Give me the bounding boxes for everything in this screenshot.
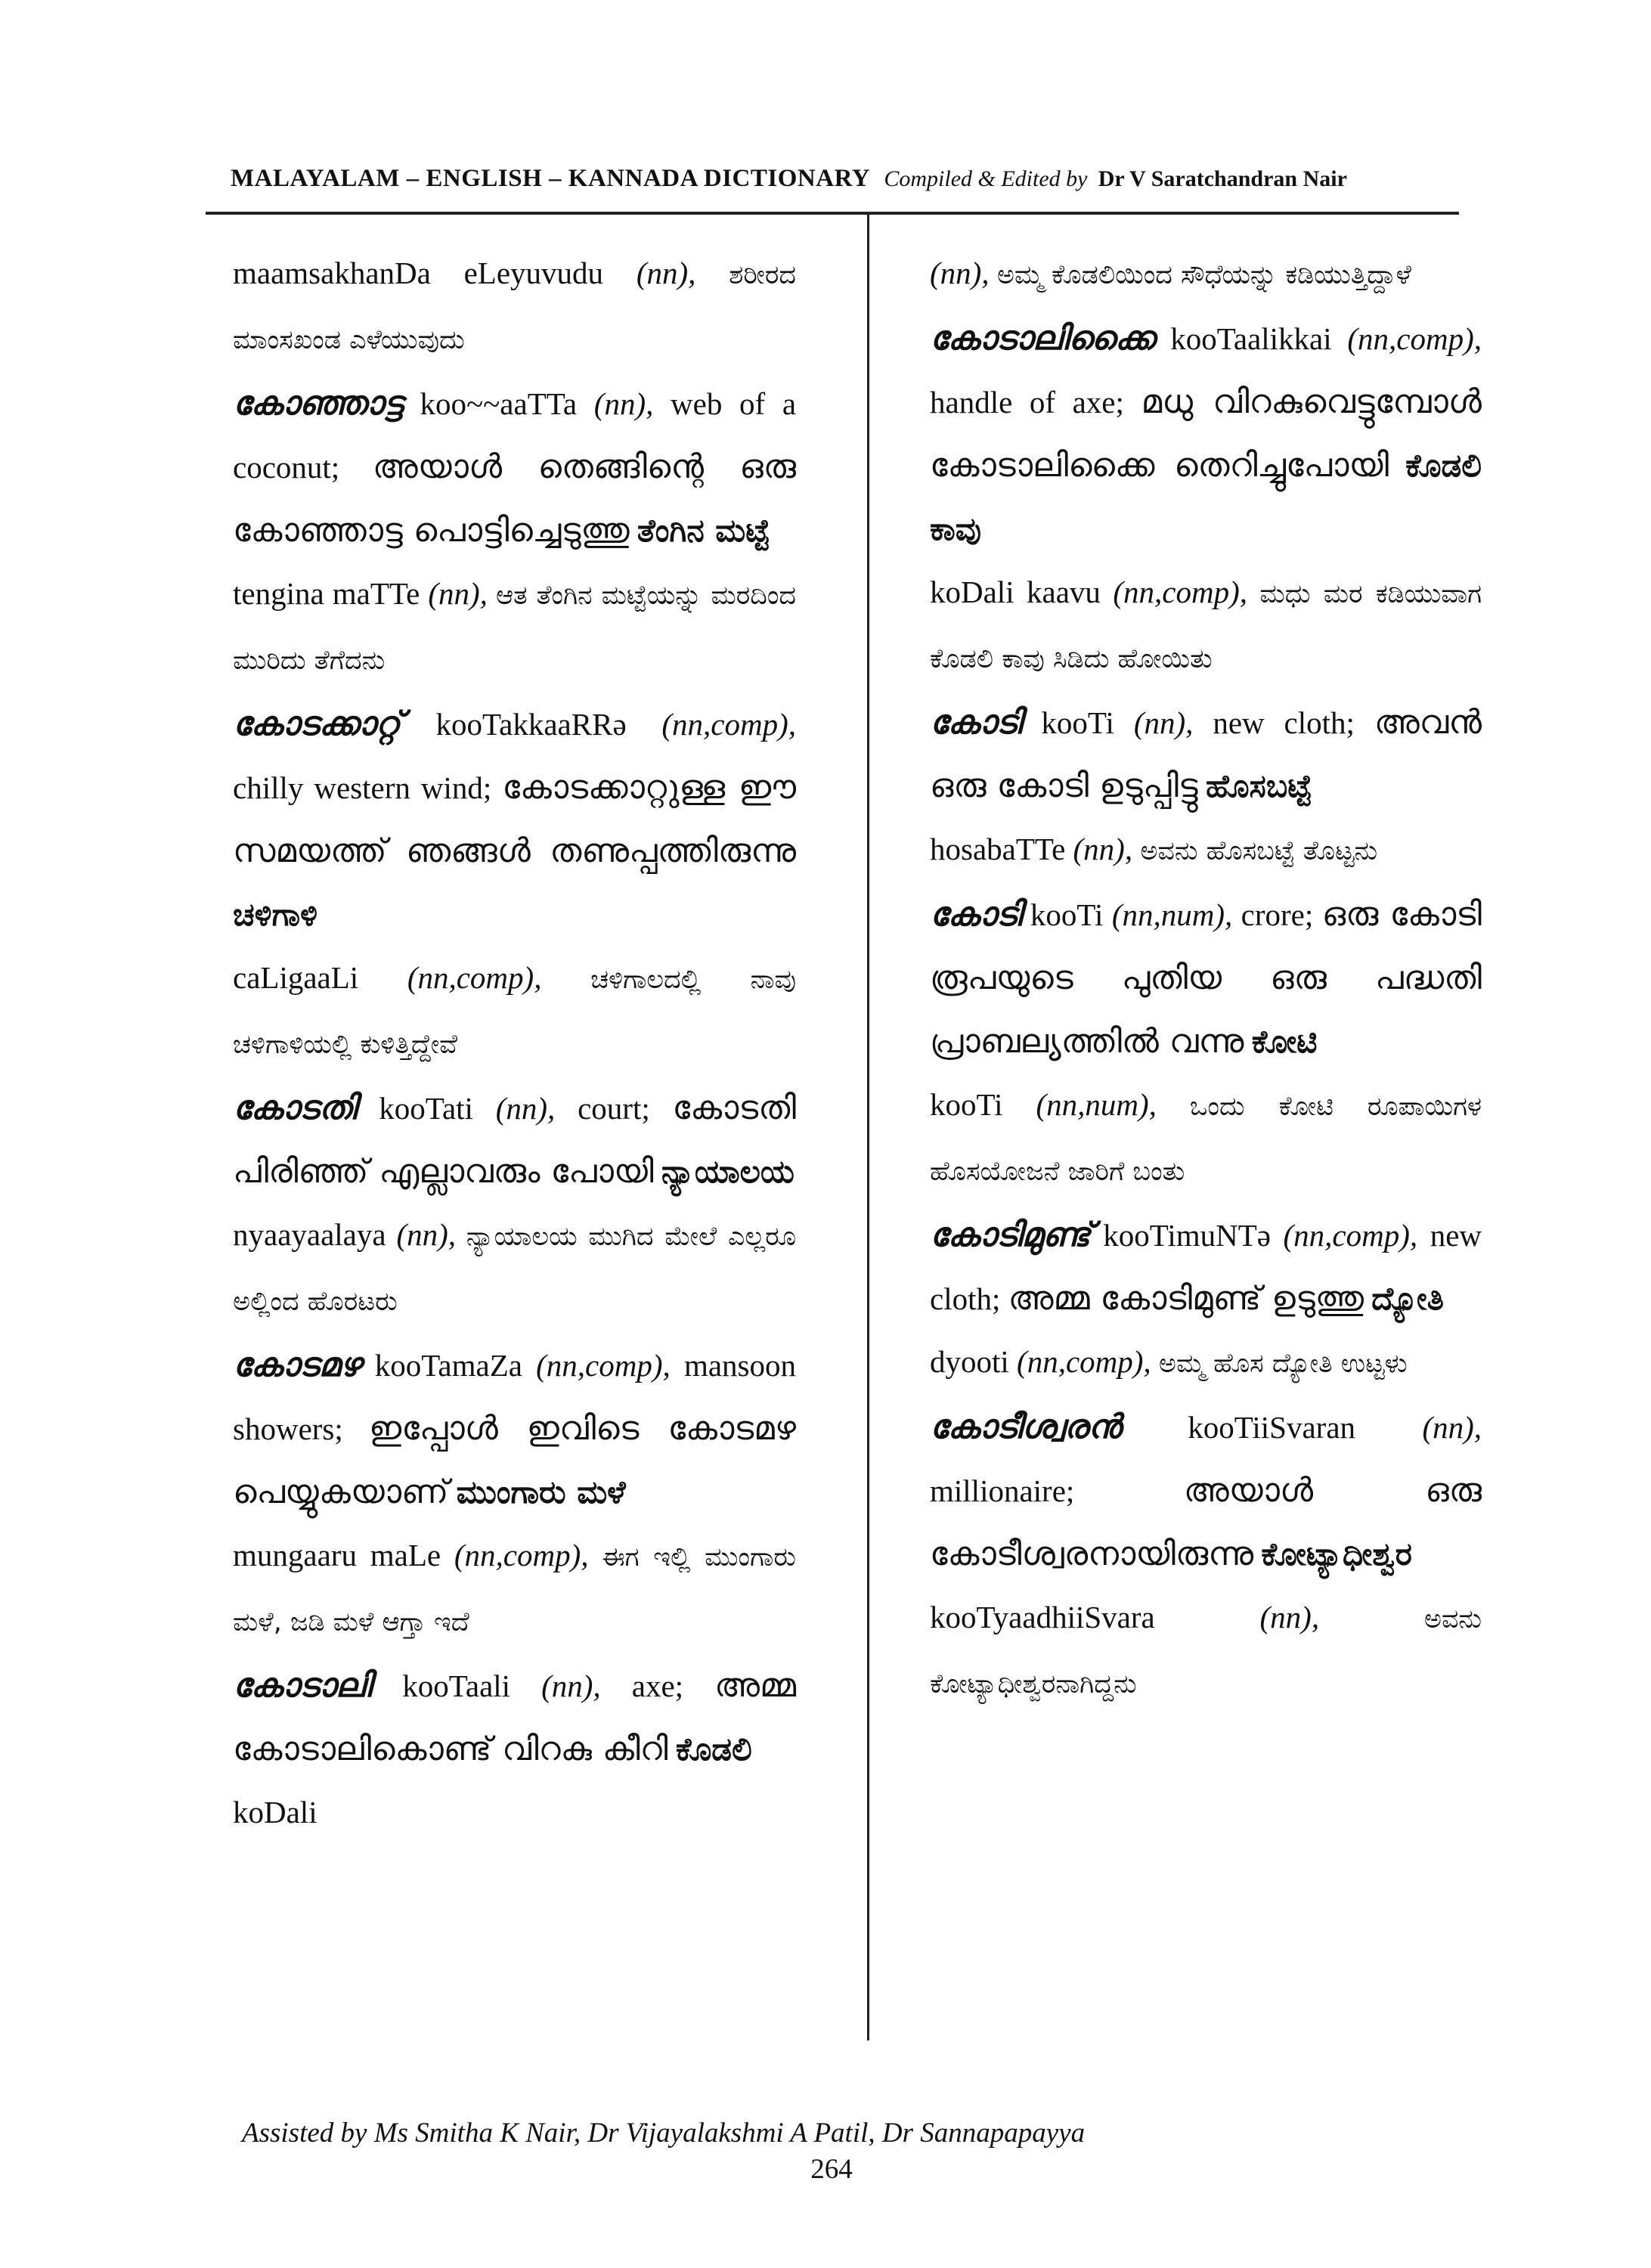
- part-of-speech: (nn),: [636, 256, 696, 290]
- dictionary-entry: [930, 1586, 1482, 1716]
- headword-malayalam: കോടീശ്വരൻ: [930, 1408, 1121, 1446]
- kannada-text: ತೆಂಗಿನ ಮಟ್ಟೆ: [637, 512, 770, 549]
- page-number: 264: [810, 2154, 853, 2185]
- dictionary-entry: [930, 818, 1482, 883]
- part-of-speech: (nn),: [593, 386, 654, 421]
- part-of-speech: (nn,num),: [1036, 1087, 1157, 1122]
- dictionary-entry: [233, 947, 796, 1077]
- malayalam-example: അയാൾ തെങ്ങിന്റെ ഒരു കോഞ്ഞാട്ട പൊട്ടിച്ചെടുത്തു: [233, 448, 796, 550]
- malayalam-example: ഒരു കോടി രൂപയുടെ പുതിയ ഒരു പദ്ധതി പ്രാബല്യത്തിൽ വന്നു: [930, 895, 1482, 1061]
- transliteration: kooTiiSvaran: [1188, 1410, 1356, 1445]
- kannada-text: ಶರೀರದ ಮಾಂಸಖಂಡ ಎಳೆಯುವುದು: [233, 260, 797, 355]
- dictionary-entry: [233, 372, 796, 562]
- english-definition: web of a coconut;: [233, 386, 797, 485]
- kannada-text: ದ್ಯೋತಿ: [1371, 1280, 1445, 1317]
- transliteration: kooTimuNTə: [1103, 1218, 1271, 1253]
- transliteration: nyaayaalaya: [233, 1217, 386, 1252]
- english-definition: millionaire;: [930, 1473, 1075, 1508]
- dictionary-entry: [930, 242, 1482, 307]
- kannada-text: ನ್ಯಾಯಾಲಯ ಮುಗಿದ ಮೇಲೆ ಎಲ್ಲರೂ ಅಲ್ಲಿಂದ ಹೊರಟರು: [233, 1222, 797, 1317]
- transliteration: kooTati: [379, 1091, 473, 1126]
- english-definition: handle of axe;: [930, 385, 1124, 420]
- dictionary-entry: [930, 1396, 1482, 1586]
- part-of-speech: (nn,comp),: [1017, 1344, 1151, 1379]
- english-definition: axe;: [631, 1668, 684, 1703]
- headword-malayalam: കോടമഴ: [233, 1346, 361, 1384]
- part-of-speech: (nn),: [1073, 832, 1133, 866]
- kannada-text: ಕೊಡಲಿ ಕಾವು: [930, 447, 1482, 547]
- dictionary-entry: [930, 691, 1482, 818]
- headword-malayalam: കോടക്കാറ്റ്: [233, 705, 401, 743]
- right-column: [930, 242, 1482, 1716]
- dictionary-entry: [930, 883, 1482, 1074]
- kannada-text: ಅಮ್ಮ ಕೊಡಲಿಯಿಂದ ಸೌಧೆಯನ್ನು ಕಡಿಯುತ್ತಿದ್ದಾಳೆ: [996, 260, 1411, 290]
- dictionary-entry: [233, 242, 796, 372]
- headword-malayalam: കോടതി: [233, 1089, 357, 1127]
- transliteration: kooTyaadhiiSvara: [930, 1600, 1155, 1634]
- dictionary-entry: [233, 692, 796, 947]
- kannada-text: ಮಧು ಮರ ಕಡಿಯುವಾಗ ಕೊಡಲಿ ಕಾವು ಸಿಡಿದು ಹೋಯಿತು: [930, 579, 1482, 674]
- part-of-speech: (nn),: [396, 1217, 457, 1252]
- column-divider: [867, 215, 869, 2040]
- kannada-text: ಹೊಸಬಟ್ಟೆ: [1205, 767, 1312, 804]
- transliteration: koDali: [233, 1795, 318, 1830]
- malayalam-example: അമ്മ കോടിമുണ്ട് ഉടുത്തു: [1008, 1279, 1364, 1318]
- part-of-speech: (nn,comp),: [1347, 321, 1482, 356]
- dictionary-entry: [930, 1074, 1482, 1204]
- part-of-speech: (nn,comp),: [661, 707, 796, 742]
- transliteration: caLigaaLi: [233, 960, 359, 995]
- kannada-text: ಚಳಿಗಾಳಿ: [233, 896, 318, 933]
- malayalam-example: കോടക്കാറ്റുള്ള ഈ സമയത്ത് ഞങ്ങൾ തണുപ്പത്തിരുന്നു: [233, 768, 796, 870]
- part-of-speech: (nn,comp),: [1283, 1218, 1418, 1253]
- transliteration: kooTi: [930, 1087, 1003, 1122]
- transliteration: hosabaTTe: [930, 832, 1066, 866]
- dictionary-entry: [233, 1524, 796, 1654]
- part-of-speech: (nn,comp),: [536, 1348, 671, 1383]
- transliteration: koDali kaavu: [930, 575, 1101, 609]
- malayalam-example: അവൻ ഒരു കോടി ഉടുപ്പിട്ടു: [930, 703, 1482, 805]
- header-rule: [206, 212, 1459, 215]
- dictionary-entry: [930, 307, 1482, 561]
- transliteration: mungaaru maLe: [233, 1538, 441, 1572]
- left-column: [233, 242, 796, 1844]
- transliteration: dyooti: [930, 1344, 1009, 1379]
- english-definition: chilly western wind;: [233, 770, 492, 805]
- kannada-text: ಮುಂಗಾರು ಮಳೆ: [456, 1473, 626, 1510]
- transliteration: koo~~aaTTa: [420, 386, 578, 421]
- dictionary-entry: [233, 562, 796, 692]
- transliteration: kooTaali: [402, 1668, 511, 1703]
- dictionary-entry: [233, 1654, 796, 1781]
- part-of-speech: (nn),: [495, 1091, 556, 1126]
- malayalam-example: അയാൾ ഒരു കോടീശ്വരനായിരുന്നു: [930, 1471, 1482, 1573]
- kannada-text: ಕೋಟಿ: [1251, 1023, 1318, 1060]
- dictionary-title: MALAYALAM – ENGLISH – KANNADA DICTIONARY: [231, 165, 871, 192]
- malayalam-example: അമ്മ കോടാലികൊണ്ട് വിറകു കീറി: [233, 1666, 797, 1768]
- transliteration: tengina maTTe: [233, 576, 420, 611]
- dictionary-entry: [233, 1077, 796, 1204]
- transliteration: kooTi: [1041, 705, 1114, 740]
- part-of-speech: (nn,comp),: [407, 960, 542, 995]
- dictionary-entry: [930, 561, 1482, 691]
- part-of-speech: (nn),: [1259, 1600, 1320, 1634]
- part-of-speech: (nn),: [541, 1668, 601, 1703]
- part-of-speech: (nn,num),: [1111, 897, 1233, 932]
- dictionary-entry: [930, 1204, 1482, 1331]
- kannada-text: ನ್ಯಾಯಾಲಯ: [661, 1153, 795, 1190]
- headword-malayalam: കോടാലി: [233, 1666, 372, 1705]
- part-of-speech: (nn),: [1422, 1410, 1482, 1445]
- transliteration: kooTaalikkai: [1170, 321, 1332, 356]
- headword-malayalam: കോഞ്ഞാട്ട: [233, 384, 403, 423]
- malayalam-example: ഇപ്പോൾ ഇവിടെ കോടമഴ പെയ്യുകയാണ്: [233, 1409, 796, 1511]
- dictionary-entry: [233, 1334, 796, 1524]
- transliteration: kooTamaZa: [374, 1348, 522, 1383]
- kannada-text: ಕೊಡಲಿ: [675, 1730, 752, 1768]
- dictionary-entry: [233, 1781, 796, 1844]
- english-definition: new cloth;: [930, 1218, 1482, 1316]
- dictionary-entry: [233, 1204, 796, 1334]
- english-definition: court;: [578, 1091, 650, 1126]
- kannada-text: ಈಗ ಇಲ್ಲಿ ಮುಂಗಾರು ಮಳೆ, ಜಡಿ ಮಳೆ ಆಗ್ತಾ ಇದೆ: [233, 1542, 796, 1637]
- part-of-speech: (nn),: [1133, 705, 1194, 740]
- malayalam-example: മധു വിറകുവെട്ടുമ്പോൾ കോടാലിക്കൈ തെറിച്ചുപോയി: [930, 383, 1482, 485]
- transliteration: kooTi: [1030, 897, 1104, 932]
- headword-malayalam: കോടിമുണ്ട്: [930, 1216, 1091, 1254]
- headword-malayalam: കോടാലിക്കൈ: [930, 319, 1155, 358]
- kannada-text: ಅಮ್ಮ ಹೊಸ ದ್ಯೋತಿ ಉಟ್ಟಳು: [1158, 1349, 1408, 1379]
- headword-malayalam: കോടി: [930, 895, 1022, 934]
- headword-malayalam: കോടി: [930, 703, 1022, 742]
- kannada-text: ಅವನು ಹೊಸಬಟ್ಟೆ ತೊಟ್ಟನು: [1140, 836, 1378, 866]
- transliteration: kooTakkaaRRə: [435, 707, 627, 742]
- page-header: [231, 165, 1459, 193]
- english-definition: crore;: [1241, 897, 1314, 932]
- part-of-speech: (nn,comp),: [1113, 575, 1247, 609]
- kannada-text: ಒಂದು ಕೋಟಿ ರೂಪಾಯಿಗಳ ಹೊಸಯೋಜನೆ ಜಾರಿಗೆ ಬಂತು: [930, 1092, 1482, 1187]
- kannada-text: ಚಳಿಗಾಲದಲ್ಲಿ ನಾವು ಚಳಿಗಾಳಿಯಲ್ಲಿ ಕುಳಿತ್ತಿದ್ದೇವೆ: [233, 965, 796, 1060]
- part-of-speech: (nn),: [930, 256, 990, 290]
- editor-name: Dr V Saratchandran Nair: [1098, 166, 1347, 191]
- transliteration: maamsakhanDa eLeyuvudu: [233, 256, 604, 290]
- malayalam-example: കോടതി പിരിഞ്ഞ് എല്ലാവരും പോയി: [233, 1089, 796, 1191]
- kannada-text: ಅವನು ಕೋಟ್ಯಾಧೀಶ್ವರನಾಗಿದ್ದನು: [930, 1604, 1482, 1699]
- part-of-speech: (nn,comp),: [454, 1538, 589, 1572]
- part-of-speech: (nn),: [428, 576, 488, 611]
- compiled-label: Compiled & Edited by: [884, 166, 1088, 191]
- footer-credits: Assisted by Ms Smitha K Nair, Dr Vijayalakshmi A Patil, Dr Sannapapayya: [242, 2118, 1086, 2149]
- kannada-text: ಆತ ತೆಂಗಿನ ಮಟ್ಟೆಯನ್ನು ಮರದಿಂದ ಮುರಿದು ತೆಗೆದನು: [233, 581, 796, 676]
- english-definition: mansoon showers;: [233, 1348, 796, 1446]
- kannada-text: ಕೋಟ್ಯಾಧೀಶ್ವರ: [1261, 1535, 1413, 1572]
- dictionary-entry: [930, 1331, 1482, 1396]
- english-definition: new cloth;: [1213, 705, 1355, 740]
